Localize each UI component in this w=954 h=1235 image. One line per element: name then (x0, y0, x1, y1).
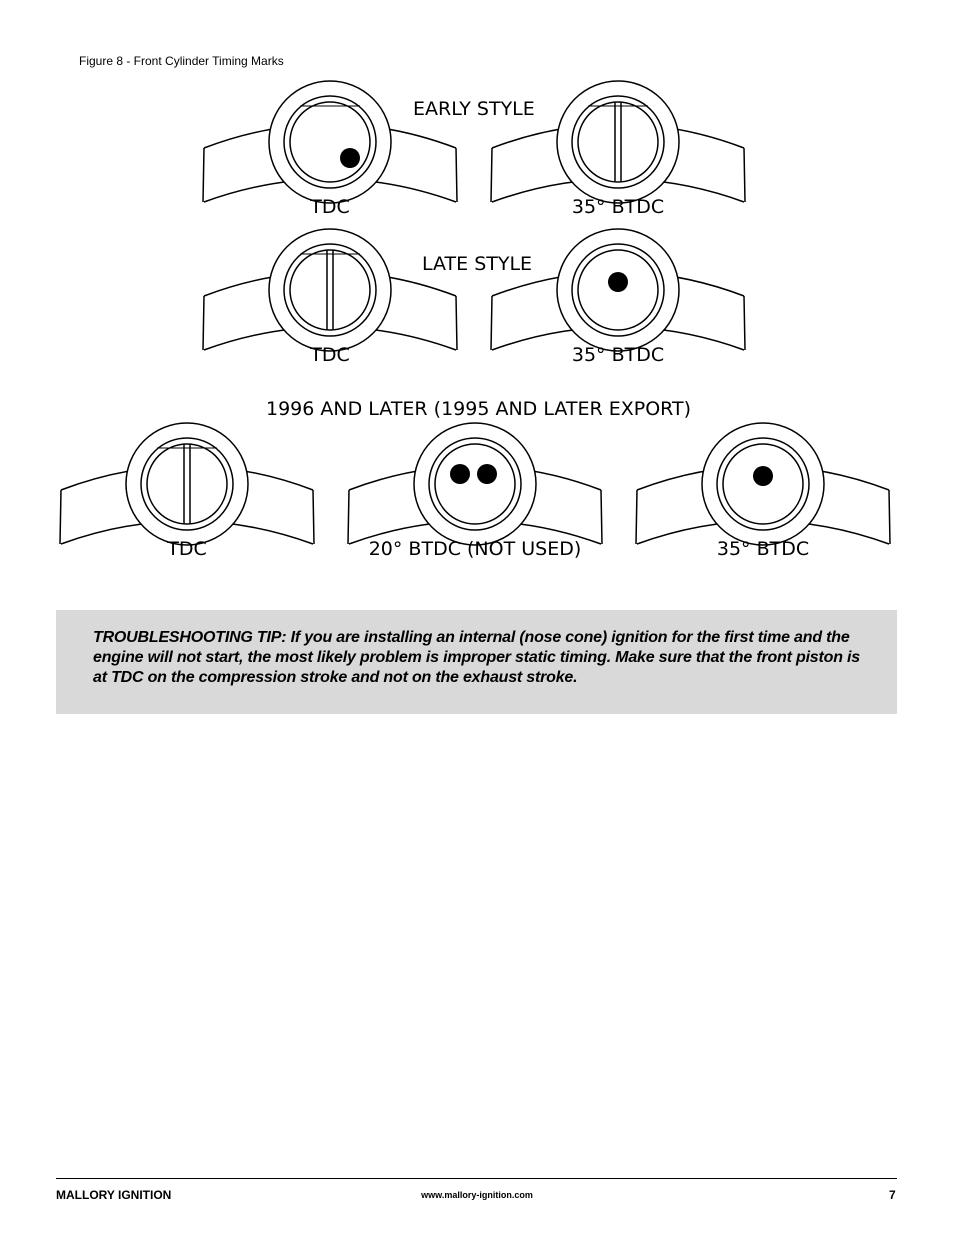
timing-window-boss (269, 229, 391, 351)
figure-caption: Figure 8 - Front Cylinder Timing Marks (79, 54, 284, 68)
timing-mark-1996-35-btdc (636, 423, 890, 560)
case-band-left-edge (491, 296, 492, 350)
timing-mark-label: 20° BTDC (NOT USED) (368, 538, 582, 560)
timing-dot-mark (340, 148, 360, 168)
case-band-right-edge (744, 148, 745, 202)
case-band-right-edge (456, 148, 457, 202)
timing-mark-late-tdc (203, 229, 457, 366)
timing-window-boss (126, 423, 248, 545)
timing-mark-label: TDC (310, 196, 350, 218)
timing-window-boss (557, 81, 679, 203)
timing-mark-late-35-btdc (491, 229, 745, 366)
case-band-left-edge (60, 490, 61, 544)
footer-brand: MALLORY IGNITION (56, 1188, 172, 1202)
case-band-right-edge (456, 296, 457, 350)
case-band-right-edge (744, 296, 745, 350)
timing-mark-label: TDC (167, 538, 207, 560)
case-band-left-edge (203, 148, 204, 202)
page-number: 7 (889, 1188, 896, 1202)
timing-dot-mark (608, 272, 628, 292)
case-band-left-edge (203, 296, 204, 350)
case-band-right-edge (313, 490, 314, 544)
footer-url: www.mallory-ignition.com (421, 1190, 533, 1200)
case-band-left-edge (491, 148, 492, 202)
section-heading-early-style: EARLY STYLE (413, 98, 535, 120)
section-heading-1996-and-later: 1996 AND LATER (1995 AND LATER EXPORT) (266, 398, 692, 420)
timing-dot-mark (450, 464, 470, 484)
timing-mark-label: 35° BTDC (571, 196, 665, 218)
troubleshooting-tip-box (56, 610, 897, 714)
timing-window-boss (269, 81, 391, 203)
case-band-left-edge (348, 490, 349, 544)
timing-dot-mark (753, 466, 773, 486)
timing-mark-label: 35° BTDC (571, 344, 665, 366)
timing-dot-mark (477, 464, 497, 484)
timing-mark-label: 35° BTDC (716, 538, 810, 560)
timing-mark-label: TDC (310, 344, 350, 366)
timing-window-boss (414, 423, 536, 545)
case-band-right-edge (601, 490, 602, 544)
timing-marks-figure (0, 0, 954, 600)
case-band-left-edge (636, 490, 637, 544)
timing-mark-1996-20-btdc (348, 423, 602, 560)
troubleshooting-tip-text: TROUBLESHOOTING TIP: If you are installing an internal (nose cone) ignition for the first time and the engine will not start, the most likely problem is improper static timing. Make sure that the front piston is at TDC on the compression stroke and not on the exhaust stroke. (93, 629, 860, 686)
footer-divider (56, 1178, 897, 1179)
section-heading-late-style: LATE STYLE (422, 253, 533, 275)
case-band-right-edge (889, 490, 890, 544)
timing-mark-1996-tdc (60, 423, 314, 560)
